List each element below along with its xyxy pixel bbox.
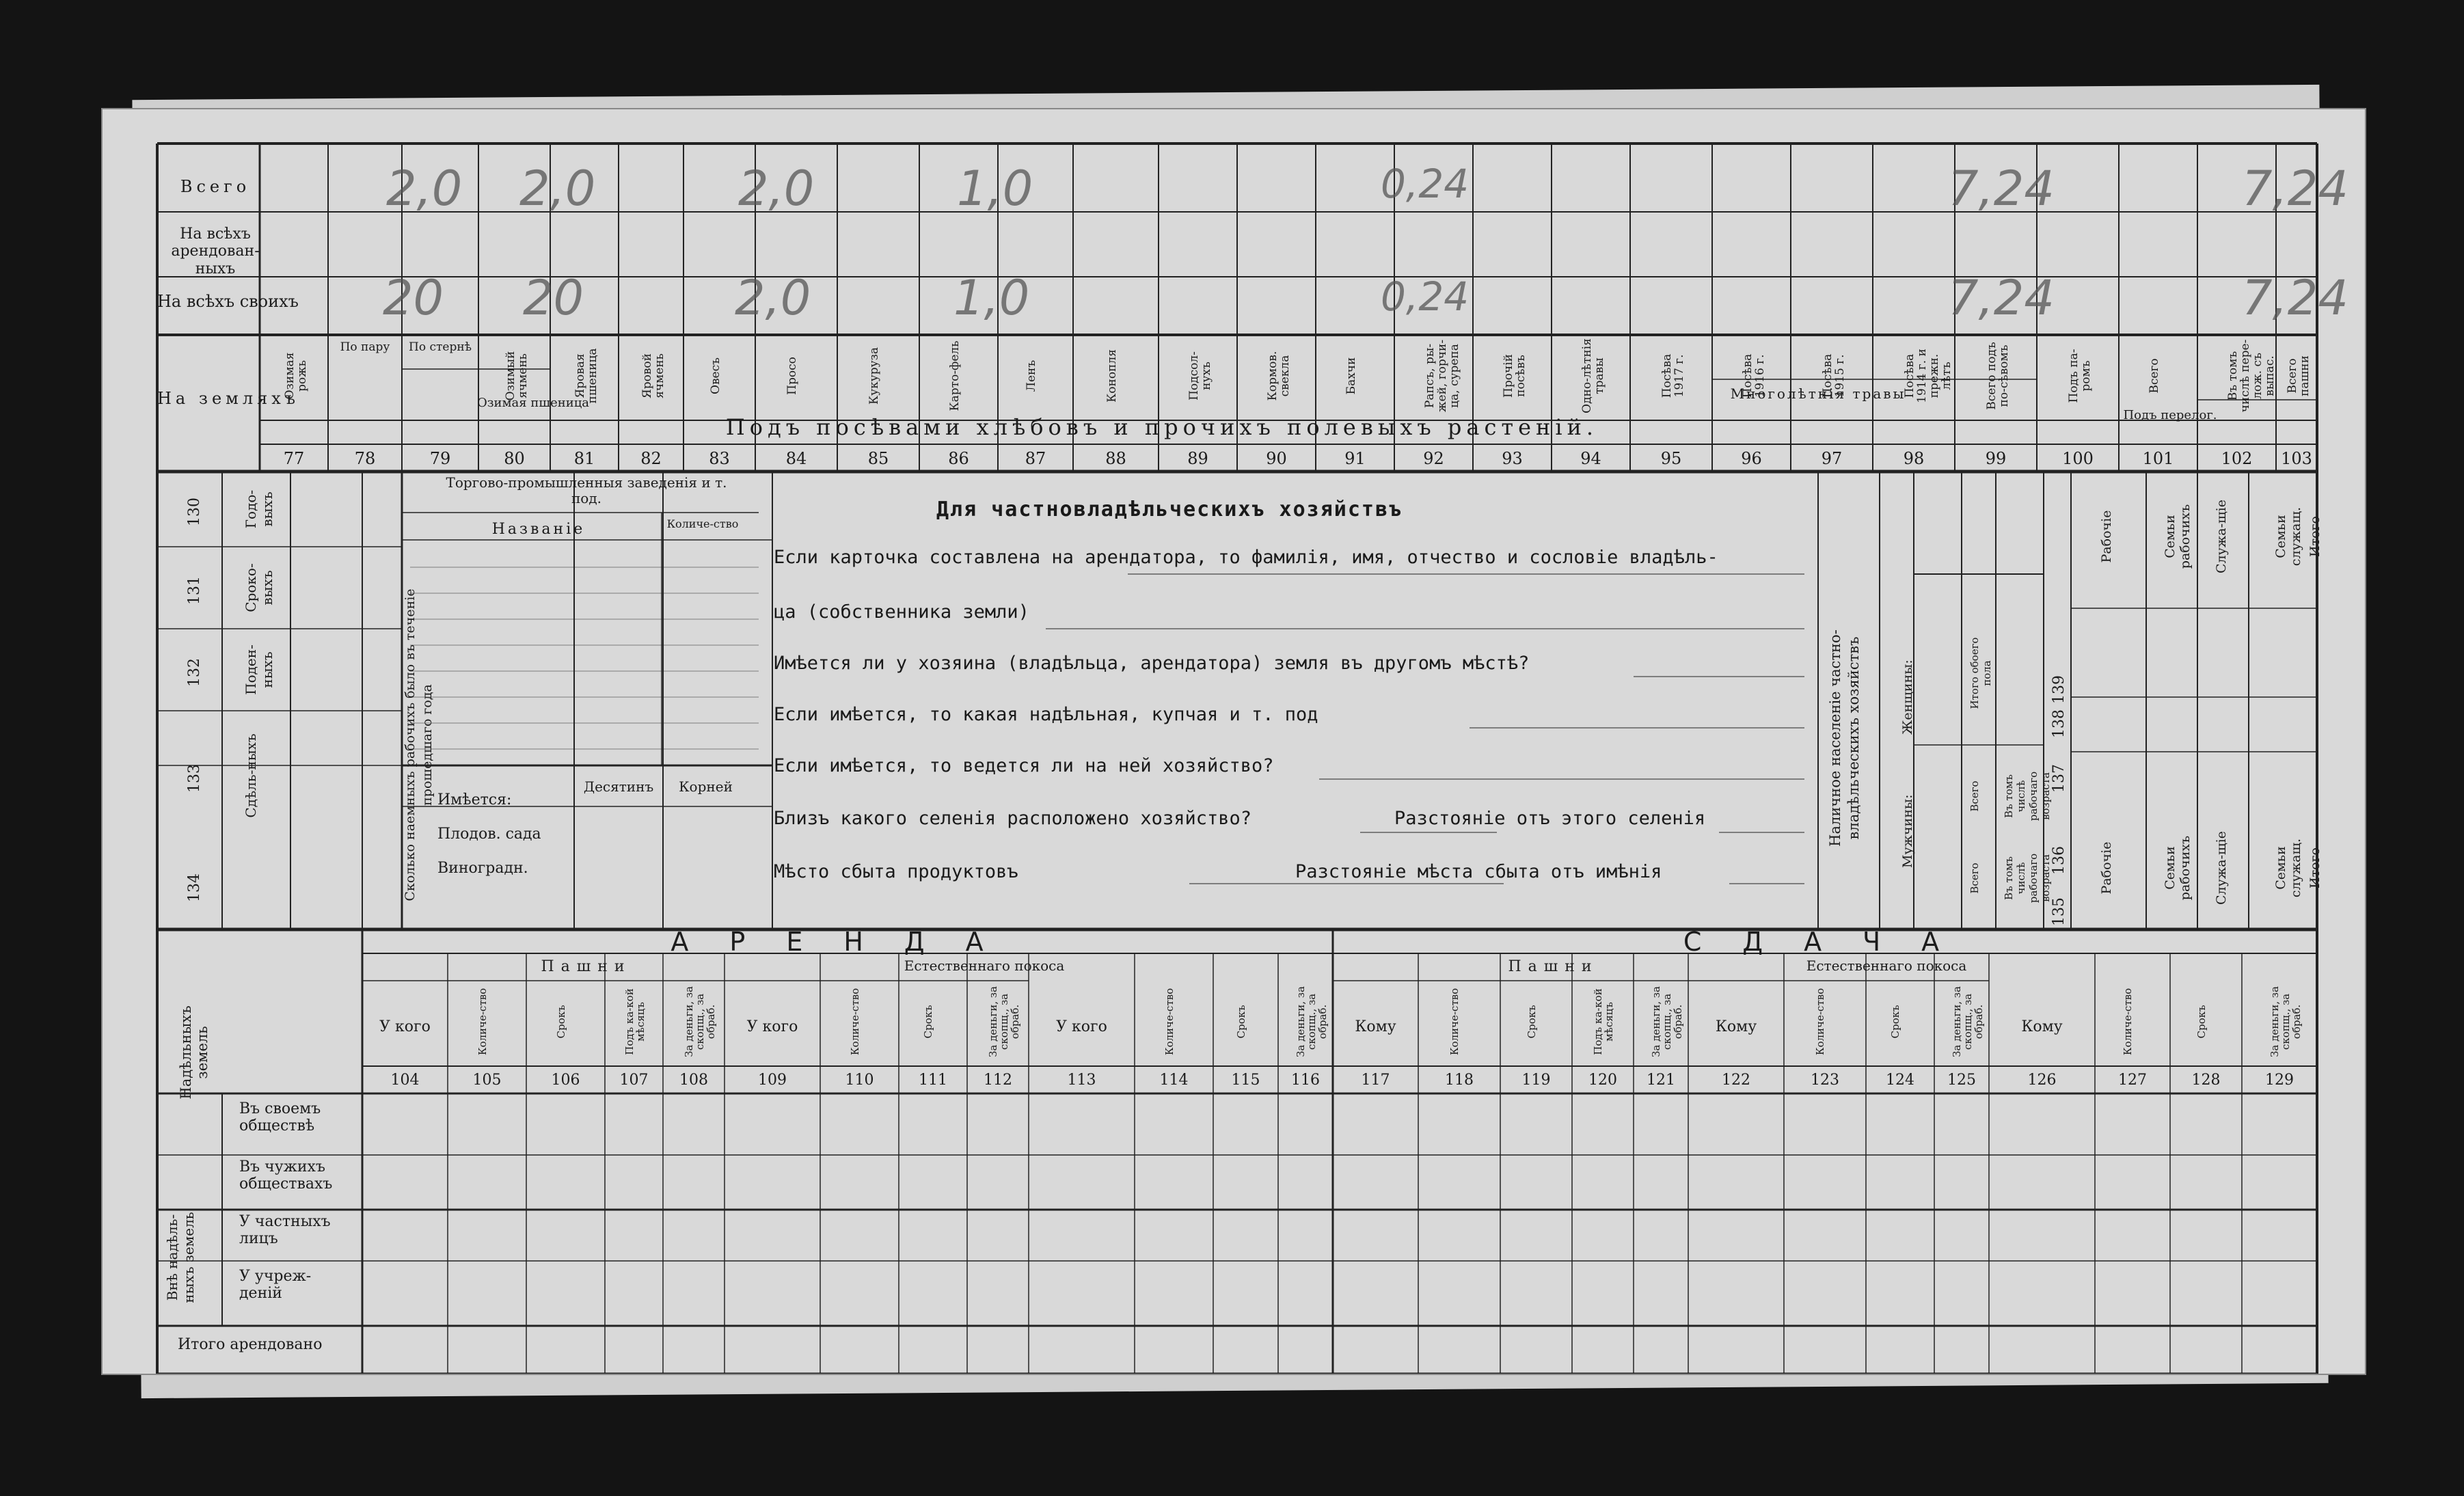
- column-number: 78: [354, 449, 376, 468]
- question-owner: ца (собственника земли): [774, 601, 1029, 623]
- crop-header: Карто-фель: [947, 340, 962, 411]
- right-column-header: Итого: [2307, 516, 2323, 557]
- lease-subheader: Срокъ: [1234, 1005, 1247, 1039]
- column-number: 89: [1187, 449, 1208, 468]
- crop-header: Яровой ячмень: [640, 353, 666, 398]
- crop-header: Конопля: [1105, 349, 1119, 403]
- question-market-distance: Разстояніе мѣста сбыта отъ имѣнія: [1295, 861, 1662, 882]
- population-column-number: 139: [2050, 675, 2068, 704]
- hw-own-rye: 20: [383, 270, 444, 326]
- crop-header: Всего подъ по-сѣвомъ: [1985, 342, 2011, 410]
- question-tenant: Если карточка составлена на арендатора, то фамилія, имя, отчество и сословіе владѣль-: [774, 547, 1718, 568]
- population-column-number: 137: [2050, 764, 2068, 793]
- question-market: Мѣсто сбыта продуктовъ: [774, 861, 1018, 882]
- crop-header: Бахчи: [1344, 357, 1358, 395]
- lease-column-number: 129: [2265, 1072, 2294, 1089]
- column-number: 96: [1741, 449, 1762, 468]
- crop-header: Просо: [785, 357, 799, 395]
- right-column-header: Семьи рабочихъ: [2162, 504, 2193, 569]
- right-column-header: Служа-щіе: [2213, 500, 2229, 573]
- column-number: 84: [785, 449, 807, 468]
- lease-column-number: 105: [472, 1072, 502, 1089]
- row-label-own: На всѣхъ своихъ: [157, 292, 299, 311]
- lease-subheader: У кого: [379, 1018, 431, 1035]
- lease-subheader: Кому: [1355, 1018, 1396, 1035]
- crop-header: Овесъ: [708, 357, 722, 394]
- trade-qty-header: Количе-ство: [666, 517, 739, 530]
- crop-header: Посѣва 1914 г. и прежн. лѣтъ: [1903, 349, 1953, 403]
- crop-header: Озимая рожь: [283, 352, 309, 400]
- hw-total-barley: 2,0: [738, 161, 815, 217]
- lease-out-title: СДАЧА: [1683, 927, 1981, 957]
- column-number: 98: [1903, 449, 1925, 468]
- column-number: 92: [1423, 449, 1444, 468]
- korney-header: Корней: [679, 778, 733, 795]
- right-column-footer: Служа-щіе: [2213, 831, 2229, 905]
- crop-header: Посѣва 1915 г.: [1821, 353, 1847, 398]
- desyatin-header: Десятинъ: [583, 778, 654, 795]
- row-label-rented: На всѣхъ арендован-ныхъ: [171, 226, 260, 277]
- winter-wheat-label: Озимая пшеница: [476, 396, 590, 410]
- lease-column-number: 125: [1947, 1072, 1976, 1089]
- column-number: 97: [1821, 449, 1843, 468]
- column-number: 90: [1266, 449, 1287, 468]
- hayfield-header: Естественнаго покоса: [1806, 957, 1967, 974]
- crop-header: Въ томъ числѣ пере-лож. съ выпас.: [2225, 339, 2277, 413]
- crop-header: По пару: [340, 340, 390, 354]
- question-village-distance: Разстояніе отъ этого селенія: [1394, 808, 1706, 829]
- orchard-label: Плодов. сада: [437, 826, 541, 843]
- hw-total-stubble: 2,0: [519, 161, 596, 217]
- hw-total-sown: 7,24: [1948, 161, 2055, 217]
- column-number: 95: [1660, 449, 1682, 468]
- column-number: 102: [2221, 449, 2253, 468]
- crop-header: Прочій посѣвъ: [1501, 354, 1528, 398]
- right-column-footer: Семьи рабочихъ: [2162, 835, 2193, 901]
- crop-header: Озимый ячмень: [503, 351, 530, 401]
- perennial-grasses-label: Многолѣтнія травы: [1730, 385, 1906, 402]
- lease-subheader: Срокъ: [1889, 1005, 1901, 1039]
- hw-total-corn: 1,0: [957, 161, 1033, 217]
- crop-header: Кукуруза: [867, 346, 881, 405]
- population-subheader: Всего: [1968, 862, 1981, 894]
- lease-subheader: У кого: [1056, 1018, 1107, 1035]
- row-label-lands: На земляхъ: [157, 389, 300, 408]
- row-institutions: У учреж-деній: [239, 1268, 312, 1303]
- right-column-footer: Итого: [2307, 847, 2323, 888]
- vineyard-label: Виноградн.: [437, 860, 528, 877]
- row-label-total: Всего: [180, 177, 251, 196]
- hired-workers-label: Сколько наемныхъ рабочихъ было въ теченіе прошедшаго года: [403, 588, 435, 901]
- lease-subheader: Количе-ство: [1448, 988, 1461, 1056]
- column-number: 99: [1985, 449, 2007, 468]
- lease-subheader: Срокъ: [2195, 1005, 2208, 1039]
- population-subheader: Въ томъ числѣ рабочаго возраста: [2003, 853, 2052, 903]
- hw-own-sown: 7,24: [1948, 270, 2055, 326]
- question-other-land: Имѣется ли у хозяина (владѣльца, арендатора) земля въ другомъ мѣстѣ?: [774, 653, 1530, 674]
- population-subheader: Въ томъ числѣ рабочаго возраста: [2003, 771, 2052, 821]
- column-number: 77: [283, 449, 305, 468]
- lease-subheader: Срокъ: [554, 1005, 567, 1039]
- lease-subheader: Количе-ство: [848, 988, 861, 1056]
- allotment-lands-label: Надѣльныхъ земель: [178, 1005, 211, 1100]
- crop-header: Всего: [2147, 358, 2161, 394]
- column-number: 82: [640, 449, 662, 468]
- crop-header: Рапсъ, ры-жей, горчи-ца, сурепа: [1422, 339, 1461, 413]
- plow-land-header: Пашни: [541, 958, 632, 975]
- lease-column-number: 126: [2027, 1072, 2057, 1089]
- lease-column-number: 116: [1291, 1072, 1320, 1089]
- has-label: Имѣется:: [437, 791, 512, 808]
- lease-column-number: 106: [551, 1072, 580, 1089]
- lease-subheader: Срокъ: [922, 1005, 934, 1039]
- question-farming: Если имѣется, то ведется ли на ней хозяйство?: [774, 755, 1274, 776]
- fallow-label: Подъ перелог.: [2123, 408, 2217, 422]
- crop-header: По стернѣ: [409, 340, 472, 354]
- left-column-number: 131: [186, 576, 203, 605]
- private-farms-title: Для частновладѣльческихъ хозяйствъ: [936, 498, 1403, 521]
- hw-total-melons: 0,24: [1381, 161, 1470, 207]
- lease-column-number: 109: [758, 1072, 787, 1089]
- column-number: 83: [709, 449, 730, 468]
- lease-subheader: У кого: [746, 1018, 798, 1035]
- question-village: Близъ какого селенія расположено хозяйство?: [774, 808, 1251, 829]
- column-number: 100: [2062, 449, 2094, 468]
- lease-column-number: 112: [984, 1072, 1012, 1089]
- hw-own-stubble: 20: [523, 270, 584, 326]
- row-own-community: Въ своемъ обществѣ: [239, 1100, 321, 1135]
- crop-header: Подсол-нухъ: [1187, 351, 1213, 400]
- men-label: Мужчины:: [1900, 794, 1915, 868]
- lease-column-number: 108: [679, 1072, 708, 1089]
- crop-header: Всего пашни: [2286, 355, 2312, 396]
- lease-subheader: Кому: [1715, 1018, 1757, 1035]
- lease-subheader: Подъ ка-кой мѣсяцъ: [1592, 988, 1615, 1055]
- trade-name-header: Названіе: [491, 521, 586, 538]
- left-column-number: 132: [186, 658, 203, 687]
- population-column-number: 136: [2050, 846, 2068, 875]
- lease-in-title: АРЕНДА: [671, 927, 1025, 957]
- left-column-number: 134: [186, 873, 203, 902]
- crop-header: Кормов. свекла: [1265, 351, 1292, 401]
- crop-header: Яровая пшеница: [573, 348, 599, 404]
- sown-band-title: Подъ посѣвами хлѣбовъ и прочихъ полевыхъ растеній.: [725, 414, 1599, 440]
- column-number: 103: [2281, 449, 2312, 468]
- lease-subheader: За деньги, за скопщ., за обраб.: [2269, 986, 2303, 1057]
- row-total-leased: Итого арендовано: [178, 1336, 323, 1353]
- column-number: 88: [1105, 449, 1126, 468]
- worker-type-label: Поден-ныхъ: [243, 644, 275, 695]
- lease-column-number: 120: [1588, 1072, 1617, 1089]
- women-label: Женщины:: [1900, 659, 1915, 735]
- lease-column-number: 114: [1159, 1072, 1189, 1089]
- population-subheader: Итого обоего пола: [1968, 637, 1993, 709]
- hw-own-melons: 0,24: [1381, 273, 1470, 320]
- trade-header: Торгово-промышленныя заведенія и т. под.: [446, 474, 727, 506]
- lease-column-number: 128: [2191, 1072, 2221, 1089]
- lease-column-number: 117: [1361, 1072, 1390, 1089]
- column-number: 91: [1344, 449, 1366, 468]
- column-number: 101: [2142, 449, 2174, 468]
- population-column-number: 135: [2050, 897, 2068, 926]
- lease-subheader: За деньги, за скопщ., за обраб.: [683, 986, 717, 1057]
- worker-type-label: Годо-выхъ: [243, 489, 275, 529]
- lease-subheader: Количе-ство: [476, 988, 489, 1056]
- column-number: 81: [573, 449, 595, 468]
- lease-subheader: За деньги, за скопщ., за обраб.: [987, 986, 1021, 1057]
- lease-column-number: 119: [1521, 1072, 1551, 1089]
- lease-column-number: 113: [1067, 1072, 1096, 1089]
- lease-column-number: 127: [2118, 1072, 2147, 1089]
- non-allotment-lands-label: Внѣ надѣль-ныхъ земель: [164, 1212, 197, 1303]
- lease-column-number: 118: [1445, 1072, 1474, 1089]
- question-land-type: Если имѣется, то какая надѣльная, купчая и т. под: [774, 704, 1318, 725]
- plow-land-header: Пашни: [1508, 958, 1599, 975]
- worker-type-label: Сдѣль-ныхъ: [243, 733, 259, 818]
- row-private-persons: У частныхъ лицъ: [239, 1213, 331, 1248]
- hayfield-header: Естественнаго покоса: [904, 957, 1065, 974]
- lease-subheader: За деньги, за скопщ., за обраб.: [1951, 986, 1985, 1057]
- lease-subheader: Кому: [2021, 1018, 2063, 1035]
- crop-header: Посѣва 1916 г.: [1740, 353, 1767, 398]
- lease-subheader: За деньги, за скопщ., за обраб.: [1650, 986, 1684, 1057]
- lease-subheader: Количе-ство: [2122, 988, 2134, 1056]
- census-form-sheet: [103, 109, 2365, 1374]
- lease-column-number: 107: [619, 1072, 649, 1089]
- crop-header: Посѣва 1917 г.: [1660, 353, 1686, 398]
- lease-column-number: 111: [919, 1072, 947, 1089]
- left-column-number: 130: [186, 498, 203, 526]
- lease-column-number: 124: [1886, 1072, 1914, 1089]
- hw-own-barley: 2,0: [735, 270, 811, 326]
- column-number: 94: [1580, 449, 1601, 468]
- hw-total-rye: 2,0: [386, 161, 463, 217]
- lease-subheader: За деньги, за скопщ., за обраб.: [1295, 986, 1329, 1057]
- population-label: Наличное населеніе частно-владѣльческихъ хозяйствъ: [1827, 629, 1863, 847]
- right-column-header: Семьи служащ.: [2273, 506, 2303, 567]
- crop-header: Одно-лѣтнія травы: [1580, 338, 1606, 413]
- lease-column-number: 104: [390, 1072, 420, 1089]
- lease-column-number: 121: [1647, 1072, 1675, 1089]
- crop-header: Ленъ: [1025, 359, 1038, 392]
- lease-subheader: Подъ ка-кой мѣсяцъ: [623, 988, 647, 1055]
- column-number: 87: [1025, 449, 1046, 468]
- column-number: 93: [1502, 449, 1523, 468]
- lease-column-number: 110: [845, 1072, 874, 1089]
- crop-header: Подъ па-ромъ: [2067, 349, 2093, 403]
- left-column-number: 133: [186, 764, 203, 793]
- column-number: 86: [948, 449, 969, 468]
- population-column-number: 138: [2050, 709, 2068, 738]
- lease-column-number: 115: [1231, 1072, 1260, 1089]
- column-number: 80: [504, 449, 525, 468]
- column-number: 85: [867, 449, 889, 468]
- hw-total-arable: 7,24: [2242, 161, 2348, 217]
- lease-subheader: Количе-ство: [1163, 988, 1176, 1056]
- worker-type-label: Сроко-выхъ: [243, 563, 275, 612]
- right-column-footer: Рабочіе: [2099, 841, 2114, 895]
- lease-column-number: 122: [1722, 1072, 1750, 1089]
- row-other-communities: Въ чужихъ обществахъ: [239, 1158, 333, 1193]
- hw-own-arable: 7,24: [2242, 270, 2348, 326]
- right-column-header: Рабочіе: [2099, 510, 2114, 563]
- lease-subheader: Срокъ: [1525, 1005, 1538, 1039]
- column-number: 79: [429, 449, 451, 468]
- hw-own-corn: 1,0: [953, 270, 1030, 326]
- lease-subheader: Количе-ство: [1814, 988, 1826, 1056]
- right-column-footer: Семьи служащ.: [2273, 838, 2303, 898]
- population-subheader: Всего: [1968, 780, 1981, 812]
- lease-column-number: 123: [1811, 1072, 1839, 1089]
